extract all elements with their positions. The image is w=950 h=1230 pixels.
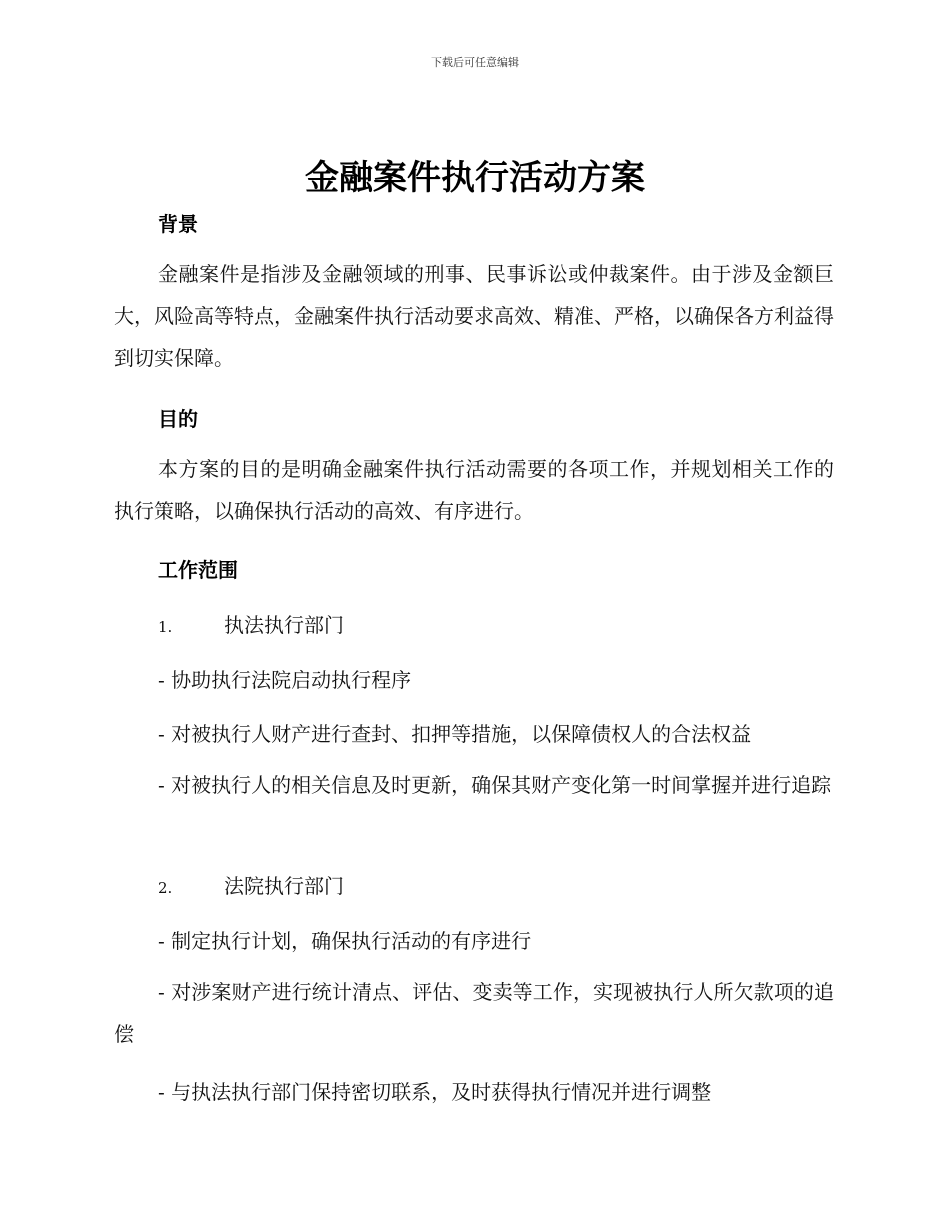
scope-item-label: 法院执行部门: [224, 874, 344, 898]
scope-point: - 对被执行人的相关信息及时更新，确保其财产变化第一时间掌握并进行追踪: [158, 773, 832, 797]
paragraph-background: 金融案件是指涉及金融领域的刑事、民事诉讼或仲裁案件。由于涉及金额巨大，风险高等特点，金融案件执行活动要求高效、精准、严格，以确保各方利益得到切实保障。: [114, 262, 834, 370]
scope-point: - 对涉案财产进行统计清点、评估、变卖等工作，实现被执行人所欠款项的追偿: [114, 980, 834, 1046]
document-title: 金融案件执行活动方案: [305, 158, 645, 198]
heading-background: 背景: [158, 212, 198, 236]
scope-item-number: 2.: [158, 879, 173, 897]
scope-point: - 协助执行法院启动执行程序: [158, 668, 412, 692]
page-header-note: 下载后可任意编辑: [431, 56, 519, 69]
scope-item-label: 执法执行部门: [224, 613, 344, 637]
paragraph-purpose: 本方案的目的是明确金融案件执行活动需要的各项工作，并规划相关工作的执行策略，以确保执行活动的高效、有序进行。: [114, 457, 834, 523]
scope-item-1: [158, 609, 344, 638]
scope-point: - 对被执行人财产进行查封、扣押等措施，以保障债权人的合法权益: [158, 722, 752, 746]
scope-point: - 制定执行计划，确保执行活动的有序进行: [158, 929, 532, 953]
scope-item-2: [158, 870, 344, 899]
heading-purpose: 目的: [158, 407, 198, 431]
scope-item-number: 1.: [158, 618, 173, 636]
heading-scope: 工作范围: [158, 558, 238, 582]
scope-point: - 与执法执行部门保持密切联系，及时获得执行情况并进行调整: [158, 1080, 712, 1104]
